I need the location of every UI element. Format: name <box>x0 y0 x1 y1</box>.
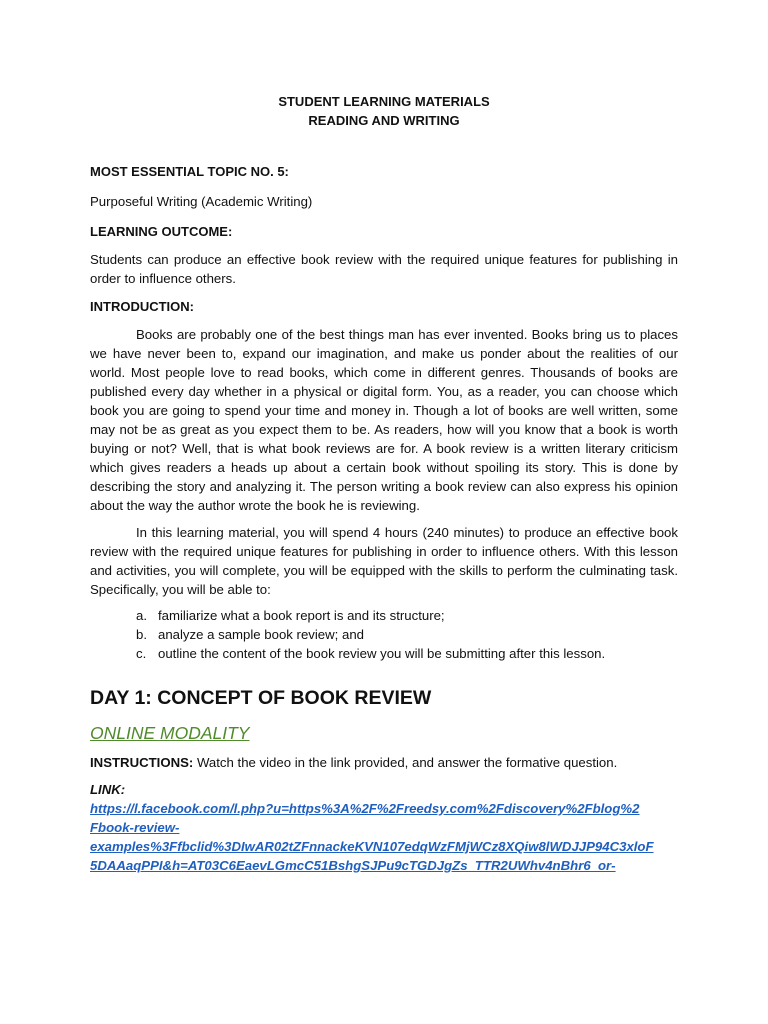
introduction-label: INTRODUCTION: <box>90 299 194 314</box>
objectives-list <box>90 606 678 663</box>
outcome-text: Students can produce an effective book review with the required unique features for publishing in order to influence others. <box>90 252 678 286</box>
online-modality-heading: ONLINE MODALITY <box>90 723 250 743</box>
link-line-4[interactable]: 5DAAaqPPI&h=AT03C6EaevLGmcC51BshgSJPu9cTGDJgZs_TTR2UWhv4nBhr6_or- <box>90 858 616 873</box>
introduction-paragraph-2: In this learning material, you will spend 4 hours (240 minutes) to produce an effective book review with the required unique features for publishing in order to influence others. With this lesson and activities, you will complete, you will be equipped with the skills to perform the culminating task. Specifically, you will be able to: <box>90 525 678 597</box>
introduction-paragraph-1: Books are probably one of the best things man has ever invented. Books bring us to places we have never been to, expand our imagination, and make us ponder about the realities of our world. Most people love to read books, which come in different genres. Thousands of books are published every day whether in a physical or digital form. You, as a reader, you can choose which book you are going to spend your time and money in. Though a lot of books are well written, some may not be as great as you expect them to be. As readers, how will you know that a book is worth buying or not? Well, that is what book reviews are for. A book review is a written literary criticism which gives readers a heads up about a certain book without spoiling its story. This is done by describing the story and analyzing it. The person writing a book review can also express his opinion about the way the author wrote the book he is reviewing. <box>90 327 678 513</box>
list-item <box>136 644 678 663</box>
instructions-text: Watch the video in the link provided, and answer the formative question. <box>193 755 618 770</box>
list-item <box>136 625 678 644</box>
list-marker: a. <box>136 608 147 623</box>
day-1-heading: DAY 1: CONCEPT OF BOOK REVIEW <box>90 687 432 709</box>
link-label: LINK: <box>90 782 126 797</box>
list-item <box>136 606 678 625</box>
link-line-3[interactable]: examples%3Ffbclid%3DIwAR02tZFnnackeKVN107edqWzFMjWCz8XQiw8lWDJJP94C3xloF <box>90 839 654 854</box>
list-item-text: analyze a sample book review; and <box>158 627 364 642</box>
list-marker: b. <box>136 627 147 642</box>
document-title <box>90 92 678 130</box>
topic-label: MOST ESSENTIAL TOPIC NO. 5: <box>90 164 289 179</box>
video-link[interactable] <box>90 799 678 875</box>
instructions <box>90 753 678 772</box>
link-line-2[interactable]: Fbook-review- <box>90 820 180 835</box>
list-item-text: outline the content of the book review you will be submitting after this lesson. <box>158 646 606 661</box>
list-item-text: familiarize what a book report is and its structure; <box>158 608 445 623</box>
list-marker: c. <box>136 646 147 661</box>
title-line-2: READING AND WRITING <box>308 113 460 128</box>
topic-value: Purposeful Writing (Academic Writing) <box>90 194 313 209</box>
link-line-1[interactable]: https://l.facebook.com/l.php?u=https%3A%2F%2Freedsy.com%2Fdiscovery%2Fblog%2 <box>90 801 640 816</box>
outcome-label: LEARNING OUTCOME: <box>90 224 233 239</box>
instructions-label: INSTRUCTIONS: <box>90 755 194 770</box>
title-line-1: STUDENT LEARNING MATERIALS <box>278 94 490 109</box>
